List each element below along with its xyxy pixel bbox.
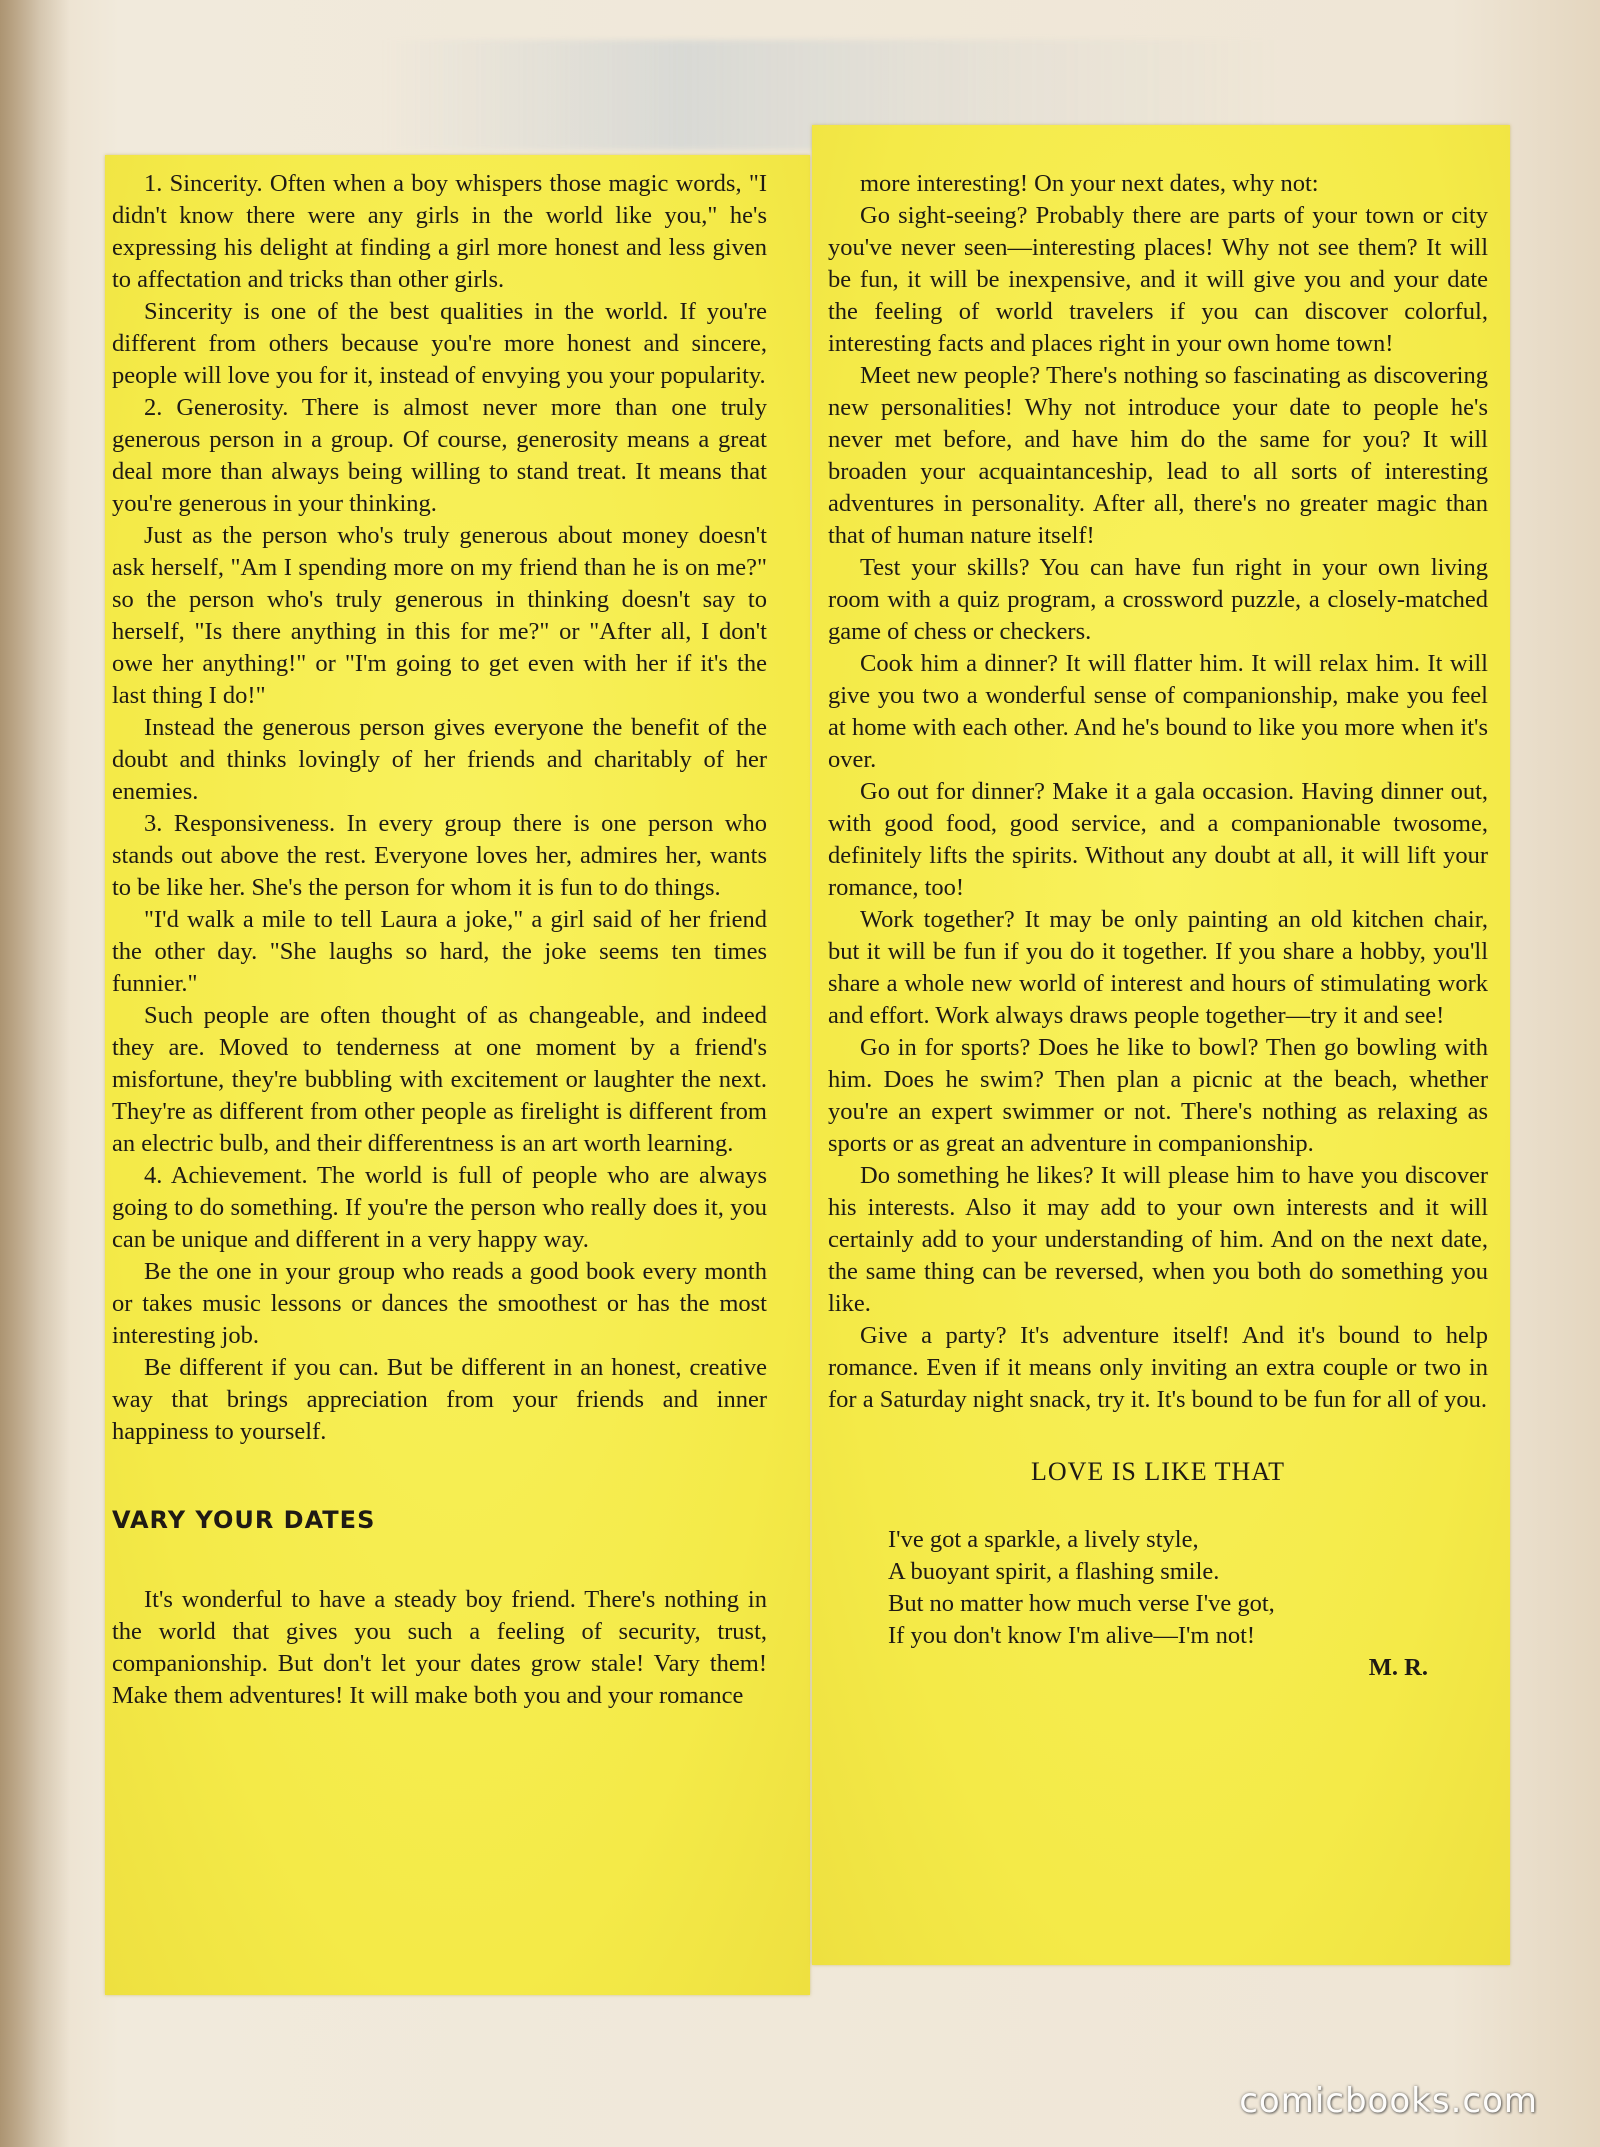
section-heading-vary-your-dates: VARY YOUR DATES <box>112 1506 376 1534</box>
paragraph-generosity: 2. Generosity. There is almost never more than one truly generous person in a group. Of course, generosity means a great deal more than always being willing to stand treat. It means that you're generous in your thinking. <box>112 394 767 517</box>
paragraph-cook-dinner: Cook him a dinner? It will flatter him. It will relax him. It will give you two a wonderful sense of companionship, make you feel at home with each other. And he's bound to like you more when it's over. <box>828 650 1488 773</box>
paragraph-test-skills: Test your skills? You can have fun right in your own living room with a quiz program, a crossword puzzle, a closely-matched game of chess or checkers. <box>828 554 1488 645</box>
paragraph: "I'd walk a mile to tell Laura a joke," a girl said of her friend the other day. "She laughs so hard, the joke seems ten times funnier." <box>112 906 767 997</box>
paragraph-sports: Go in for sports? Does he like to bowl? Then go bowling with him. Does he swim? Then plan a picnic at the beach, whether you're an expert swimmer or not. There's nothing as relaxing as sports or as great an adventure in companionship. <box>828 1034 1488 1157</box>
paragraph-achievement: 4. Achievement. The world is full of people who are always going to do something. If you're the person who really does it, you can be unique and different in a very happy way. <box>112 1162 767 1253</box>
poem-author: M. R. <box>1368 1654 1428 1681</box>
poem-line: I've got a sparkle, a lively style, <box>888 1526 1199 1553</box>
paragraph: Just as the person who's truly generous about money doesn't ask herself, "Am I spending more on my friend than he is on me?" so the person who's truly generous in thinking doesn't say to herself, "Is there anything in this for me?" or "After all, I don't owe her anything!" or "I'm going to get even with her if it's the last thing I do!" <box>112 522 767 709</box>
poem-line: But no matter how much verse I've got, <box>888 1590 1275 1617</box>
poem-line: If you don't know I'm alive—I'm not! <box>888 1622 1256 1649</box>
paragraph: Be different if you can. But be different in an honest, creative way that brings appreciation from your friends and inner happiness to yourself. <box>112 1354 767 1445</box>
paragraph: more interesting! On your next dates, why not: <box>860 170 1319 197</box>
paragraph: Be the one in your group who reads a good book every month or takes music lessons or dances the smoothest or has the most interesting job. <box>112 1258 767 1349</box>
paragraph: Sincerity is one of the best qualities in the world. If you're different from others because you're more honest and sincere, people will love you for it, instead of envying you your popularity. <box>112 298 767 389</box>
paragraph-dinner-out: Go out for dinner? Make it a gala occasion. Having dinner out, with good food, good service, and a companionable twosome, definitely lifts the spirits. Without any doubt at all, it will lift your romance, too! <box>828 778 1488 901</box>
paragraph-he-likes: Do something he likes? It will please him to have you discover his interests. Also it may add to your own interests and it will certainly add to your understanding of him. And on the next date, the same thing can be reversed, when you both do something you like. <box>828 1162 1488 1317</box>
paragraph-responsiveness: 3. Responsiveness. In every group there is one person who stands out above the rest. Everyone loves her, admires her, wants to be like her. She's the person for whom it is fun to do things. <box>112 810 767 901</box>
paragraph: Such people are often thought of as changeable, and indeed they are. Moved to tenderness at one moment by a friend's misfortune, they're bubbling with excitement or laughter the next. They're as different from other people as firelight is different from an electric bulb, and their differentness is an art worth learning. <box>112 1002 767 1157</box>
paragraph-party: Give a party? It's adventure itself! And it's bound to help romance. Even if it means only inviting an extra couple or two in for a Saturday night snack, try it. It's bound to be fun for all of you. <box>828 1322 1488 1413</box>
paragraph-sight-seeing: Go sight-seeing? Probably there are parts of your town or city you've never seen—interesting places! Why not see them? It will be fun, it will be inexpensive, and it will give you and your date the feeling of world travelers if you can discover colorful, interesting facts and places right in your own home town! <box>828 202 1488 357</box>
paragraph-meet-people: Meet new people? There's nothing so fascinating as discovering new personalities! Why not introduce your date to people he's never met before, and have him do the same for you? It will broaden your acquaintanceship, lead to all sorts of interesting adventures in personality. After all, there's no greater magic than that of human nature itself! <box>828 362 1488 549</box>
watermark: comicbooks.com <box>1239 2081 1538 2121</box>
poem-line: A buoyant spirit, a flashing smile. <box>888 1558 1220 1585</box>
right-column <box>828 168 1488 1684</box>
left-column <box>112 168 767 1712</box>
poem-title: LOVE IS LIKE THAT <box>1030 1457 1286 1486</box>
paragraph: Instead the generous person gives everyone the benefit of the doubt and thinks lovingly of her friends and charitably of her enemies. <box>112 714 767 805</box>
spine-shadow <box>0 0 70 2147</box>
paragraph-work-together: Work together? It may be only painting an old kitchen chair, but it will be fun if you do it together. If you share a hobby, you'll share a whole new world of interest and hours of stimulating work and effort. Work always draws people together—try it and see! <box>828 906 1488 1029</box>
paragraph-sincerity: 1. Sincerity. Often when a boy whispers those magic words, "I didn't know there were any girls in the world like you," he's expressing his delight at finding a girl more honest and less given to affectation and tricks than other girls. <box>112 170 767 293</box>
poem <box>888 1524 1488 1684</box>
paragraph: It's wonderful to have a steady boy friend. There's nothing in the world that gives you such a feeling of security, trust, companionship. But don't let your dates grow stale! Vary them! Make them adventures! It will make both you and your romance <box>112 1586 767 1709</box>
